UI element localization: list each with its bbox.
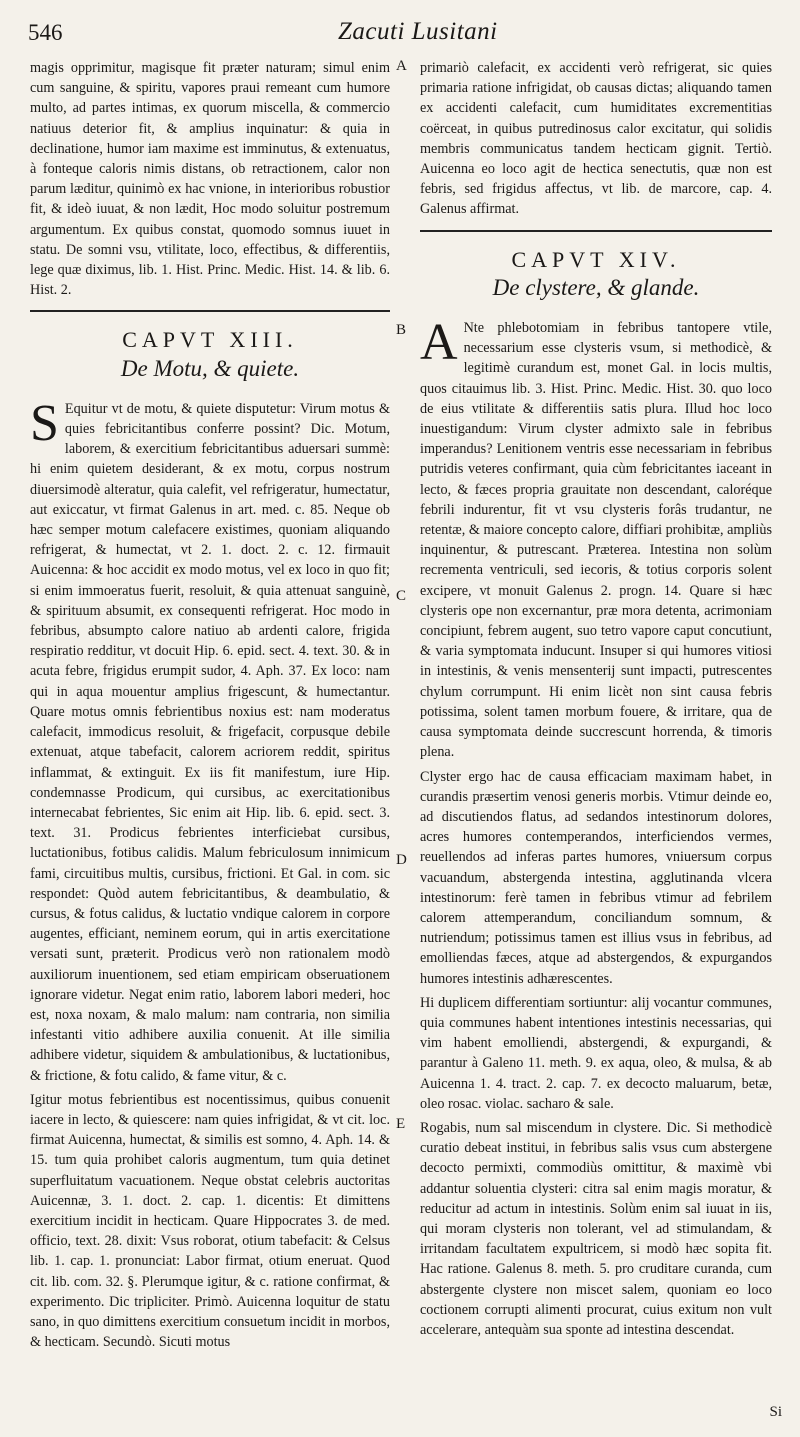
left-column <box>30 58 390 1356</box>
catchword: Si <box>769 1404 782 1420</box>
body-paragraph: Rogabis, num sal miscendum in clystere. Dic. Si methodicè curatio debeat institui, in febribus salis vsus cum abstergene decocto permixti, commodiùs omittitur, & maximè vbi addantur soluentia clysteri: citra sal enim magis moratur, & reducitur ad actum in intestinis. Solùm enim sal iuuat in iis, qui moram clysteris non tolerant, vel ad stimulandam, & irritandam facultatem expultricem, si modò hæc sopita fit. Hac ratione. Galenus 8. meth. 5. pro cruditare curanda, cum abstergente clystere non miscet salem, quoniam eo loco coctionem corrupti alimenti procurat, cuius exitum non vult accelerare, antequàm sua sponte ad intestina descendat. <box>420 1119 772 1338</box>
drop-cap: S <box>30 394 59 452</box>
chapter-heading: CAPVT XIV. <box>511 246 681 272</box>
page-number: 546 <box>28 20 63 45</box>
body-paragraph: Clyster ergo hac de causa efficaciam maximam habet, in curandis præsertim venosi generis morbis. Vtimur deinde eo, ad discutiendos flatus, ad sedandos intestinorum dolores, acres humores contemperandos, interficiendos vermes, reuellendos ad inferas partes humores, vniuersum corpus vacuandum, abstergenda intestina, agglutinanda vlcera intestinorum: ferè tamen in febribus vtimur ad febrilem calorem attemperandum, conciliandum somnum, & nutriendum; potissimus tamen est illius vsus in febribus, ad emolliendas fæces, atque ad abstergendos, & expurgandos humores intestinis adhærescentes. <box>420 768 772 987</box>
body-paragraph: Nte phlebotomiam in febribus tantopere vtile, necessarium esse clysteris vsum, si methodicè, & legitimè curandum est, monet Gal. in locis multis, quos citauimus lib. 3. Hist. Princ. Medic. Hist. 30. quo loco de eius vtilitate & differentiis satis plura. Illud hoc loco inuestigandum: Virum clyster admixto sale in febribus imperandus? Lenitionem ventris esse necessariam in febribus putridis veteres confirmant, quia cùm febricitantes iaceant in lecto, & fæces propria grauitate non descendant, caloréque febrili indurentur, fit vt vsu clysteris forâs trudantur, ne retentæ, & maiore concepto calore, diffiari prohibitæ, ampliùs inquinentur, & putrescant. Præterea. Intestina non solùm recrementa ventriculi, sed iecoris, & totius corporis solent excipere, vt monuit Galenus 2. progn. 14. Quare si hæc clysteris ope non excernantur, præ mora detenta, acrimoniam concipiunt, febrem augent, suo tetro vapore caput concutiunt, & varia symptomata inducunt. Insuper si qui humores vitiosi in intestinis, & venis mensenterij sunt impacti, putrescentes chylum corrumpunt. Hi enim licèt non sint causa febris potissima, solent tamen morbum fouere, & irritare, qua de causa symptomata deinde succrescunt horrenda, & timoris plena. <box>420 320 772 761</box>
body-paragraph: Hi duplicem differentiam sortiuntur: alij vocantur communes, quia communes habent intentiones intestinis necessarias, qui vim habent emolliendi, abstergendi, & expurgandi, & parantur à Galeno 11. meth. 9. ex aqua, oleo, & mulsa, & ab Auicenna 1. 4. tract. 2. cap. 7. ex decocto maluarum, betæ, oleo rosac. violac. sacharo & sale. <box>420 994 772 1112</box>
chapter-title: De clystere, & glande. <box>492 274 700 300</box>
left-intro-paragraph: magis opprimitur, magisque fit præter naturam; simul enim cum sanguine, & spiritu, vapores praui remeant cum humore multo, ad partes intimas, ex quorum miscella, & commercio natiuus deterior fit, & amplius inquinatur: & quia in declinatione, humor iam maxime est imminutus, & extenuatus, à fonteque caloris nimis distans, ob retractionem, calor non parum læditur, quinimò ex hac vnione, in interioribus robustior fit, & ideò iuuat, & non lædit, Hoc modo soluitur postremum argumentum. Ex quibus constat, quomodo somnus iuuet in statu. De somni vsu, vtilitate, loco, effectibus, & differentiis, lege quæ diximus, lib. 1. Hist. Princ. Medic. Hist. 14. & lib. 6. Hist. 2. <box>30 60 390 299</box>
body-paragraph: Equitur vt de motu, & quiete disputetur: Virum motus & quies febricitantibus conferre possint? Dic. Motum, laborem, & exercitium febricitantibus aduersari summè: hi enim quietem desiderant, & ex motu, corpus nostrum diuersimodè alteratur, quia calefit, vel refrigeratur, humectatur, aut exiccatur, vt firmat Galenus in art. med. c. 85. Neque ob hæc semper motum calefacere existimes, quoniam aliquando refrigerat, & humectat, vt 2. 1. doct. 2. c. 12. firmauit Auicenna: & hoc accidit ex modo motus, vel ex loco in quo fit; si enim immoeratus fuerit, resoluit, & quia attenuat sanguinè, & spirituum absumit, ex consequenti refrigerat. Hoc modo in febribus, absumpto calore natiuo ab ardenti calore, frigida respiratio redditur, vt docuit Hip. 6. epid. sect. 4. text. 30. & in acuta febre, frigidus erumpit sudor, 4. Aph. 37. Ex loco: nam qui in aqua mouentur amplius frigescunt, & humectantur. Quare motus omnis febrientibus noxius est: nam moderatus calefacit, immodicus resoluit, & frigefacit, corpusque debile extenuat, atque tabefacit, calorem acriorem reddit, spiritus inflammat, & extinguit. Ex iis fit manifestum, iure Hip. condemnasse Prodicum, qui cursibus, ac exercitationibus internecabat febrientes, Sic enim ait Hip. lib. 6. epid. sect. 3. text. 31. Prodicus febrientes interficiebat cursibus, luctationibus, fotibus calidis. Malum febriculosum innimicum fami, circuitibus multis, cursibus, frictioni. Et Gal. in com. sic respondet: Quòd autem febricitantibus, & deambulatio, & cursus, & fotus calidus, & luctatio vndique calorem in corpore augentes, efficiant, neminem eorum, qui in artis exercitatione versati sunt, præterit. Prodicus verò non rationalem modò auxiliorum inuentionem, sed etiam empiricam obseruationem ignorare videtur. Negat enim ratio, laborem labori mederi, hoc est, noxa noxam, & malo malum: nam contraria, non similia infestanti vitio adhibere auxilia conuenit. At ille similia adhibere videtur, siquidem & ambulationibus, & luctationibus, & frictione, & fotu calido, & fame vitur, & c. <box>30 400 390 1084</box>
margin-marker: A <box>396 58 407 74</box>
drop-cap: A <box>420 314 458 372</box>
margin-marker: B <box>396 322 407 338</box>
body-paragraph: Igitur motus febrientibus est nocentissimus, quibus conuenit iacere in lecto, & quiescere: nam quies infrigidat, & vt cit. loc. firmat Auicenna, humectat, & similis est somno, 4. Aph. 14. & 15. tum quia prohibet caloris augmentum, tum quia detinet superfluitatum vacuationem. Neque obstat celebris auctoritas Auicennæ, 3. 1. doct. 2. cap. 1. dicentis: Et dimittens exercitium incidit in hecticam. Quare Hippocrates 3. de med. officio, text. 28. dixit: Vsus roborat, otium tabefacit: & Celsus lib. 1. cap. 1. pronunciat: Labor firmat, otium eneruat. Quod cit. lib. com. 32. §. Plerumque igitur, & c. ratione confirmat, & experimento. Dic tripliciter. Primò. Auicenna loquitur de statu sano, in quo dimittens exercitium consuetum incidit in morbos, & hecticam. Secundò. Sicuti motus <box>30 1091 390 1351</box>
margin-marker: C <box>396 588 407 604</box>
right-column <box>420 58 772 1344</box>
page-header <box>28 14 780 54</box>
right-intro-paragraph: primariò calefacit, ex accidenti verò refrigerat, sic quies primaria ratione infrigidat, ob causas dictas; aliquando tamen ex accidenti calefacit, cum humiditates excrementitias coërceat, in quibus putredinosus calor excitatur, qui solidis membris communicatus tandem hecticam gignit. Tertiò. Auicenna eo loco agit de hectica senectutis, quæ non est febris, sed frigidus affectus, vt lib. de marcore, cap. 4. Galenus affirmat. <box>420 60 772 218</box>
running-title: Zacuti Lusitani <box>338 18 498 45</box>
chapter-divider <box>30 310 390 312</box>
chapter-divider <box>420 230 772 232</box>
chapter-heading: CAPVT XIII. <box>122 327 298 353</box>
chapter-title: De Motu, & quiete. <box>120 355 300 381</box>
margin-marker: D <box>396 852 407 868</box>
margin-marker: E <box>396 1116 406 1132</box>
